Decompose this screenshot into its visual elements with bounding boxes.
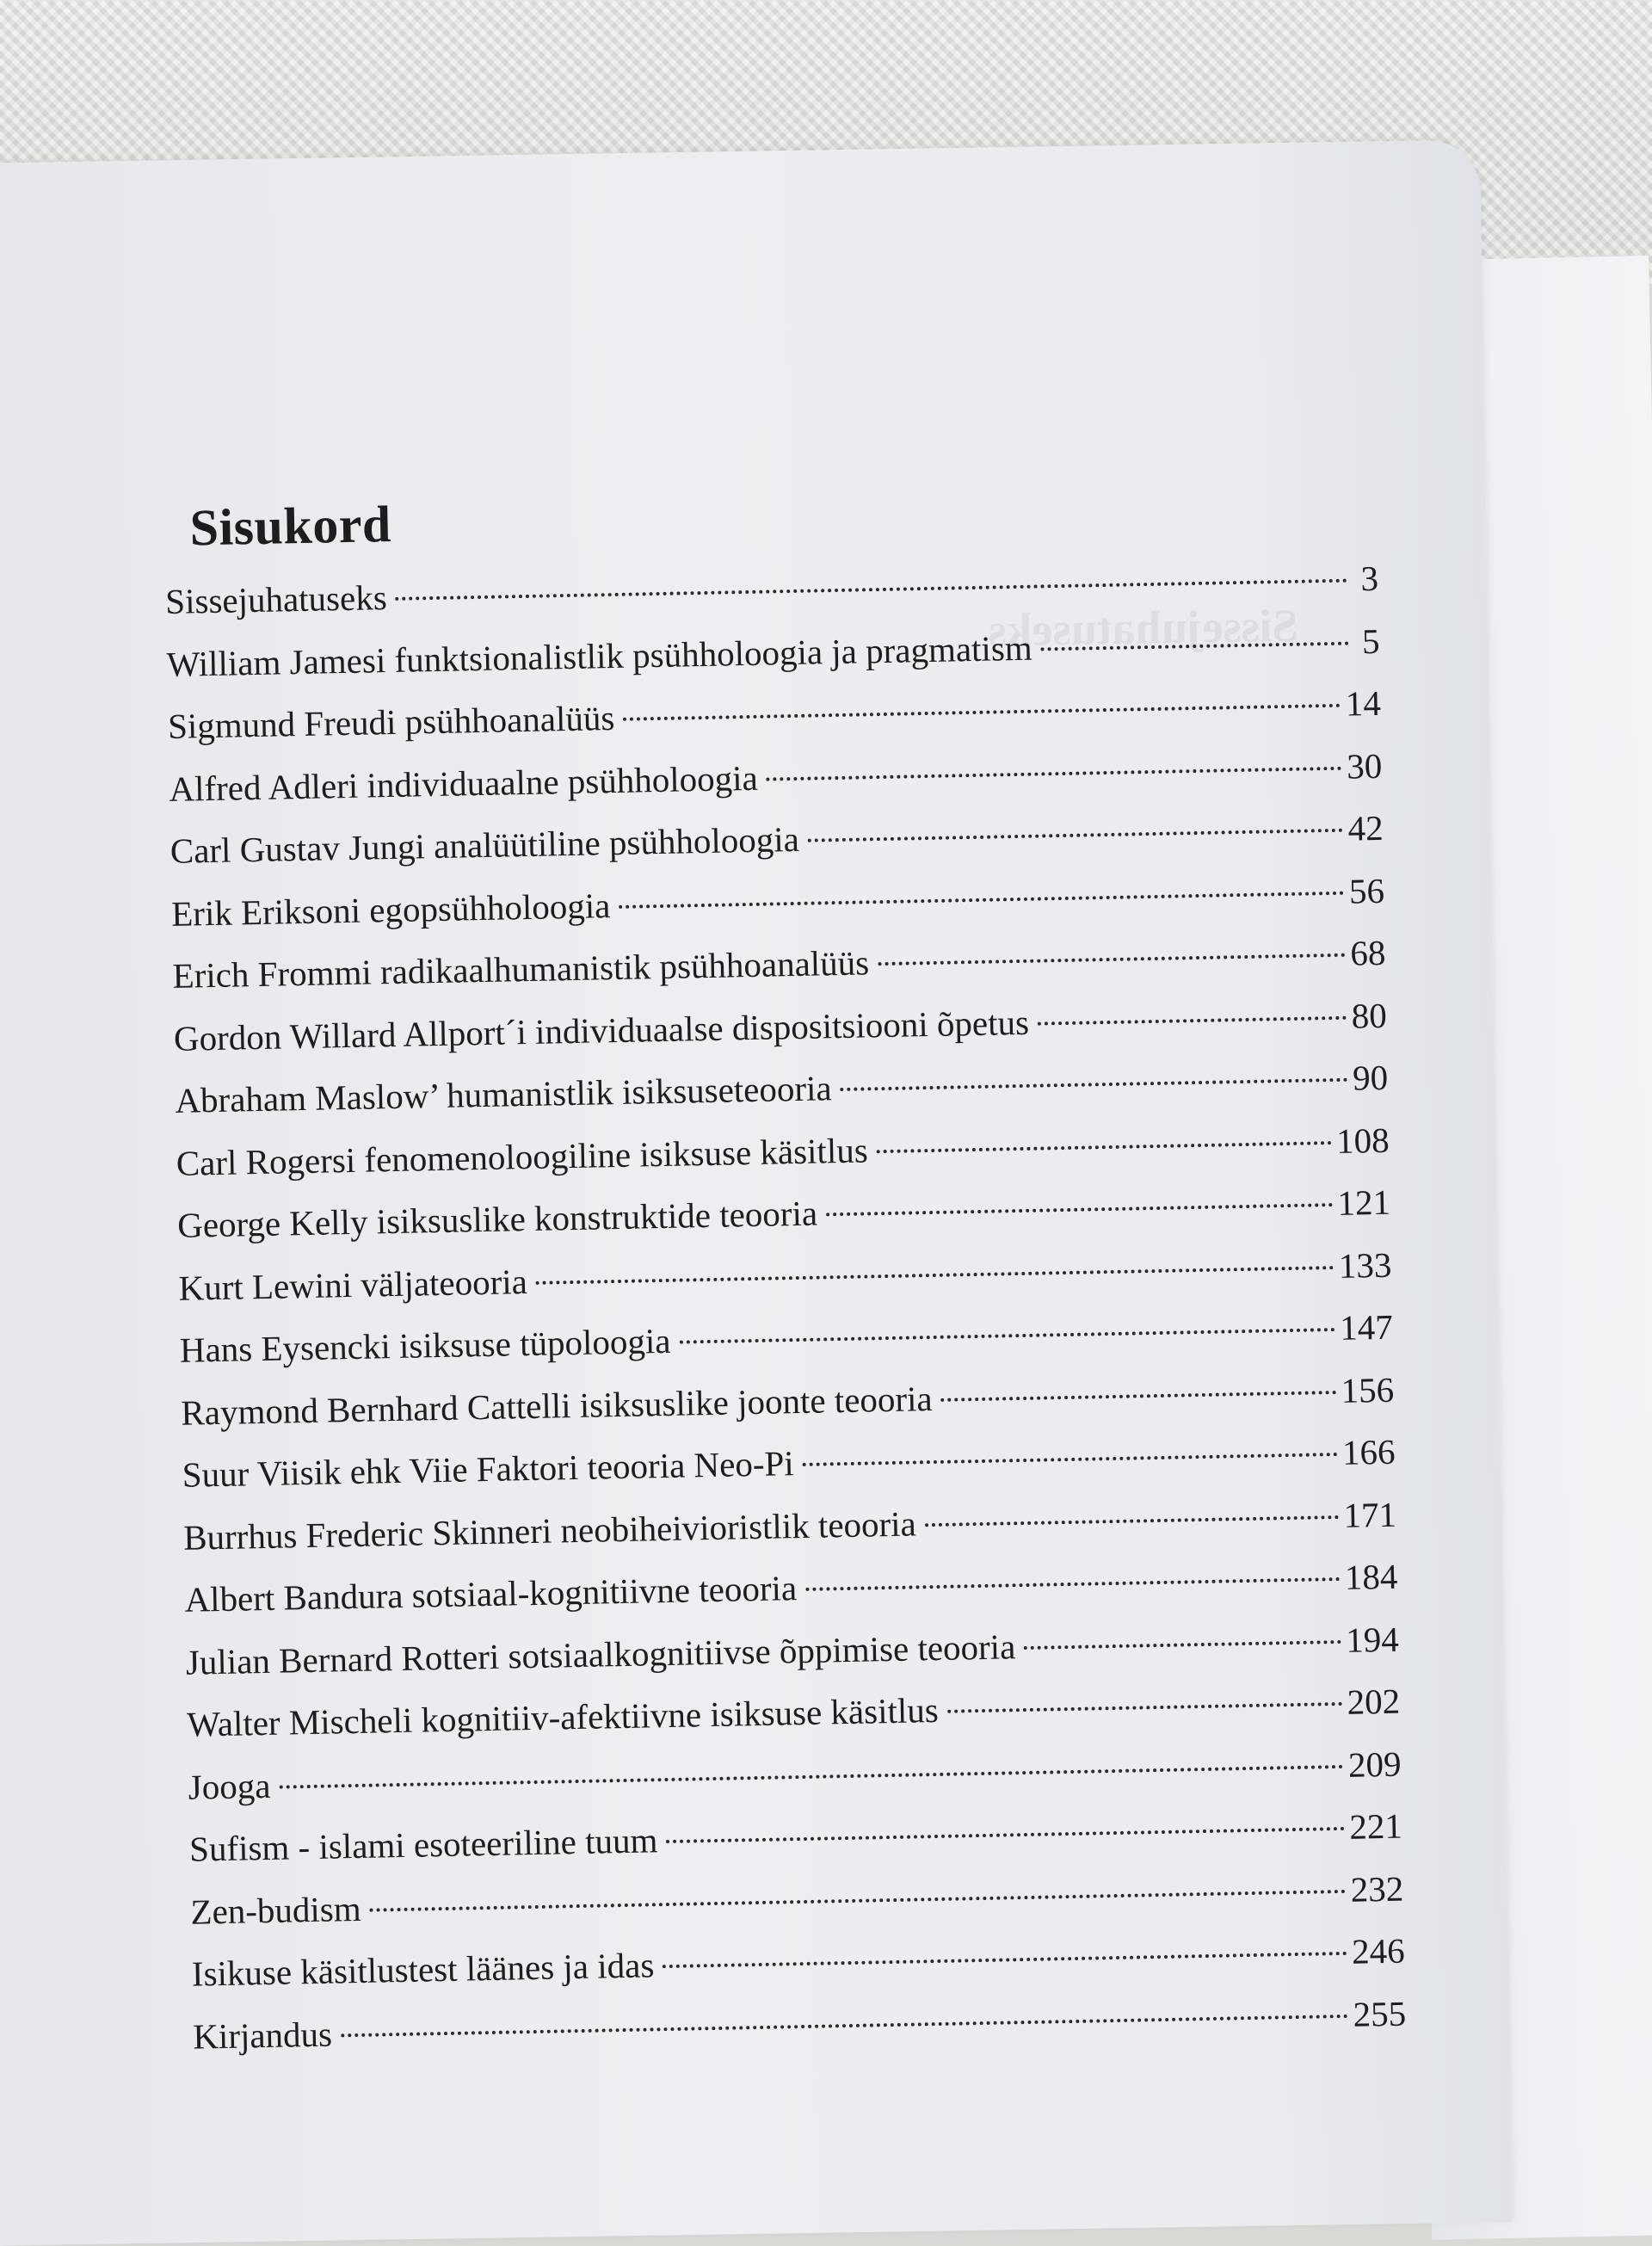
dot-leader	[623, 704, 1341, 721]
toc-entry-page-number: 184	[1344, 1556, 1398, 1597]
dot-leader	[877, 1141, 1332, 1153]
toc-entry-page-number: 3	[1360, 558, 1379, 599]
toc-entry-title: Erik Eriksoni egopsühholoogia	[170, 885, 611, 934]
toc-entry-title: Sissejuhatuseks	[164, 577, 388, 621]
dot-leader	[370, 1889, 1346, 1911]
toc-entry-title: Kirjandus	[192, 2014, 333, 2057]
dot-leader	[279, 1764, 1343, 1788]
toc-entry-page-number: 255	[1353, 1993, 1407, 2034]
toc-entry-title: George Kelly isiksuslike konstruktide teooria	[176, 1193, 818, 1245]
dot-leader	[1024, 1639, 1341, 1649]
toc-entry-page-number: 56	[1348, 870, 1385, 911]
dot-leader	[341, 2014, 1348, 2036]
dot-leader	[941, 1391, 1336, 1402]
toc-entry-title: Suur Viisik ehk Viie Faktori teooria Neo-Pi	[182, 1443, 795, 1495]
toc-entry-title: Gordon Willard Allport´i individuaalse dispositsiooni õpetus	[173, 1002, 1030, 1058]
dot-leader	[826, 1203, 1333, 1216]
show-through-heading: Sissejuhatuseks	[988, 599, 1299, 657]
toc-entry-title: Alfred Adleri individuaalne psühholoogia	[169, 757, 759, 809]
toc-entry-page-number: 147	[1339, 1306, 1394, 1348]
dot-leader	[619, 891, 1344, 908]
toc-entry-title: Zen-budism	[190, 1888, 362, 1932]
toc-entry-page-number: 5	[1361, 620, 1380, 661]
dot-leader	[396, 579, 1347, 601]
dot-leader	[925, 1515, 1339, 1527]
toc-entry-title: Abraham Maslow’ humanistlik isiksuseteooria	[174, 1068, 833, 1120]
dot-leader	[666, 1827, 1344, 1843]
toc-entry-title: Carl Gustav Jungi analüütiline psühholoogia	[170, 818, 800, 871]
toc-entry-page-number: 80	[1351, 995, 1388, 1036]
toc-entry-title: Isikuse käsitlustest läänes ja idas	[191, 1945, 655, 1994]
toc-entry-page-number: 209	[1347, 1743, 1402, 1785]
toc-entry-page-number: 246	[1351, 1930, 1406, 1971]
toc-list	[165, 547, 1407, 2068]
toc-entry-title: Hans Eysencki isiksuse tüpoloogia	[179, 1320, 671, 1370]
toc-entry-title: Sigmund Freudi psühhoanalüüs	[167, 697, 615, 746]
toc-entry-title: Burrhus Frederic Skinneri neobiheivioristlik teooria	[182, 1502, 917, 1558]
toc-entry-page-number: 121	[1337, 1182, 1391, 1223]
toc-entry-page-number: 42	[1347, 807, 1384, 848]
dot-leader	[803, 1453, 1337, 1466]
dot-leader	[841, 1078, 1348, 1091]
table-of-contents	[163, 476, 1407, 2068]
toc-entry-page-number: 194	[1345, 1619, 1400, 1660]
toc-entry-page-number: 221	[1348, 1805, 1403, 1847]
toc-entry-page-number: 30	[1346, 745, 1383, 787]
dot-leader	[947, 1702, 1342, 1713]
dot-leader	[805, 1577, 1340, 1591]
dot-leader	[878, 953, 1345, 966]
toc-entry-page-number: 171	[1342, 1494, 1397, 1535]
dot-leader	[536, 1266, 1334, 1285]
toc-entry-title: Walter Mischeli kognitiiv-afektiivne isiksuse käsitlus	[186, 1689, 940, 1744]
toc-entry-title: Sufism - islami esoteeriline tuum	[188, 1820, 658, 1869]
toc-entry-title: Carl Rogersi fenomenoloogiline isiksuse käsitlus	[176, 1129, 869, 1183]
toc-entry-page-number: 166	[1341, 1431, 1396, 1472]
toc-entry-title: Kurt Lewini väljateooria	[178, 1261, 528, 1308]
dot-leader	[1041, 641, 1349, 651]
toc-entry-page-number: 156	[1341, 1369, 1395, 1410]
toc-entry-title: Raymond Bernhard Cattelli isiksuslike joonte teooria	[180, 1378, 934, 1433]
toc-entry-title: Albert Bandura sotsiaal-kognitiivne teooria	[184, 1568, 798, 1620]
dot-leader	[679, 1328, 1335, 1344]
toc-entry-page-number: 133	[1338, 1244, 1392, 1286]
toc-entry-page-number: 14	[1345, 682, 1382, 724]
toc-entry-page-number: 90	[1352, 1057, 1389, 1098]
toc-entry-title: Erich Frommi radikaalhumanistik psühhoanalüüs	[172, 942, 870, 996]
toc-entry-page-number: 232	[1350, 1868, 1404, 1910]
toc-entry-page-number: 108	[1335, 1120, 1390, 1161]
toc-title: Sisukord	[189, 495, 392, 557]
toc-entry-title: William Jamesi funktsionalistlik psühholoogia ja pragmatism	[166, 627, 1033, 684]
toc-entry-page-number: 202	[1347, 1681, 1401, 1722]
dot-leader	[808, 829, 1343, 842]
dot-leader	[663, 1952, 1347, 1968]
toc-entry-title: Jooga	[188, 1765, 271, 1807]
toc-entry-title: Julian Bernard Rotteri sotsiaalkognitiivse õppimise teooria	[185, 1626, 1016, 1682]
toc-entry-page-number: 68	[1349, 932, 1386, 973]
dot-leader	[1038, 1015, 1347, 1025]
dot-leader	[767, 766, 1342, 781]
